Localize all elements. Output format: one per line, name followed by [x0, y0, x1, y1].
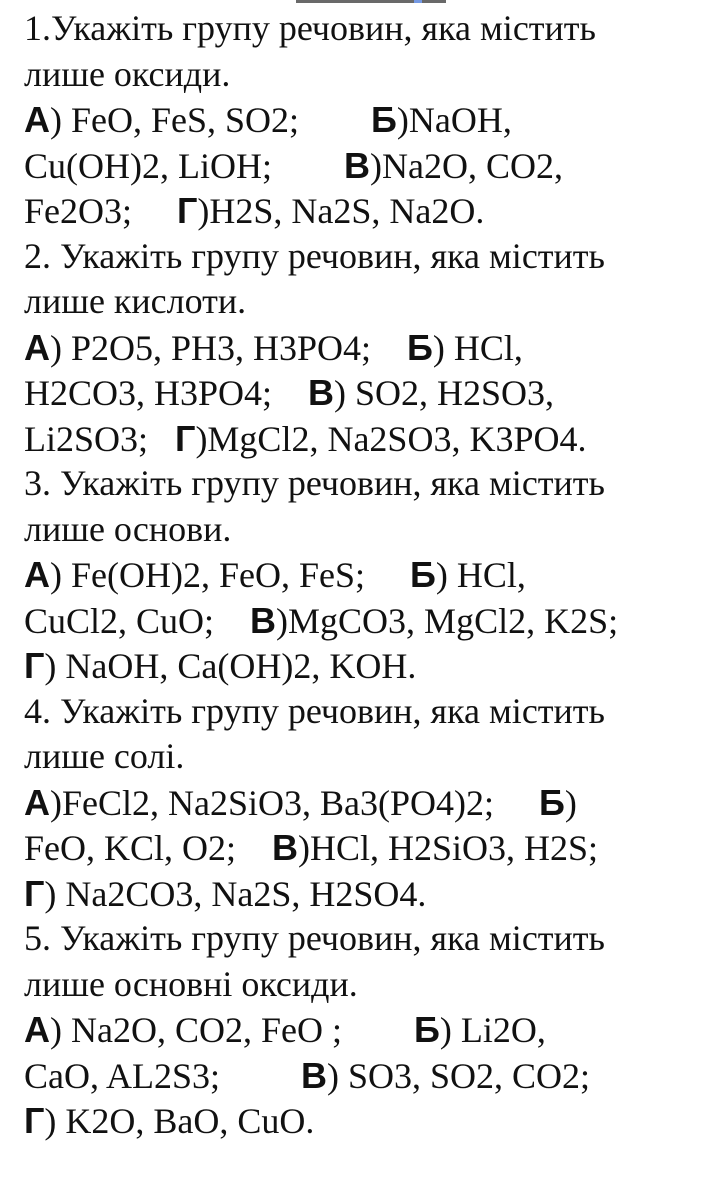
- line-text: Li2SO3;: [24, 418, 176, 459]
- line-text: )MgCO3, MgCl2, K2S;: [276, 600, 619, 641]
- option-letter: Б: [409, 554, 436, 595]
- text-line: [24, 188, 704, 234]
- option-letter: А: [24, 554, 50, 595]
- line-text: лише кислоти.: [24, 281, 247, 321]
- text-line: [24, 461, 704, 507]
- option-letter: Г: [24, 872, 45, 914]
- option-letter: А: [24, 1009, 50, 1050]
- text-line: [24, 689, 704, 735]
- text-line: [24, 552, 704, 598]
- cropped-top-line: [296, 0, 446, 3]
- text-line: [24, 916, 704, 962]
- line-text: ) FeO, FeS, SO2;: [50, 100, 372, 140]
- cropped-top-mark: [414, 0, 422, 3]
- option-letter: Б: [407, 326, 433, 368]
- line-text: ) Na2CO3, Na2S, H2SO4.: [44, 873, 427, 914]
- text-line: [24, 643, 704, 689]
- text-line: [24, 416, 704, 462]
- line-text: лише основи.: [24, 508, 232, 549]
- text-line: [24, 143, 704, 189]
- line-text: Fe2O3;: [24, 191, 177, 231]
- line-text: ) Li2O,: [439, 1010, 546, 1050]
- option-letter: Г: [177, 190, 198, 231]
- option-letter: В: [272, 827, 299, 868]
- line-text: лише основні оксиди.: [24, 963, 358, 1004]
- text-line: [24, 325, 704, 371]
- line-text: лише солі.: [24, 736, 185, 776]
- text-line: [24, 97, 704, 143]
- option-letter: Б: [539, 781, 565, 823]
- line-text: ) NaOH, Ca(OH)2, KOH.: [44, 646, 417, 686]
- line-text: 3. Укажіть групу речовин, яка містить: [24, 463, 605, 503]
- line-text: ) SO2, H2SO3,: [334, 373, 555, 413]
- text-line: [24, 962, 704, 1008]
- text-line: [24, 825, 704, 871]
- option-letter: Г: [24, 1100, 45, 1141]
- option-letter: В: [301, 1054, 328, 1096]
- line-text: ) K2O, BaO, CuO.: [44, 1101, 315, 1141]
- text-line: [24, 1098, 704, 1144]
- line-text: 1.Укажіть групу речовин, яка містить: [24, 8, 596, 48]
- option-letter: Г: [24, 645, 45, 686]
- line-text: ) Na2O, CO2, FeO ;: [50, 1010, 414, 1050]
- line-text: )Na2O, CO2,: [369, 145, 563, 186]
- line-text: ) HCl,: [435, 555, 526, 595]
- line-text: )FeCl2, Na2SiO3, Ba3(PO4)2;: [50, 782, 539, 823]
- line-text: )MgCl2, Na2SO3, K3PO4.: [195, 418, 587, 459]
- text-line: [24, 279, 704, 325]
- text-line: [24, 234, 704, 280]
- text-line: [24, 1053, 704, 1099]
- text-line: [24, 507, 704, 553]
- text-line: [24, 370, 704, 416]
- option-letter: Г: [175, 417, 196, 459]
- line-text: Cu(OH)2, LiOH;: [24, 145, 344, 186]
- line-text: )NaOH,: [396, 100, 512, 140]
- line-text: CaO, AL2S3;: [24, 1055, 302, 1096]
- text-line: [24, 598, 704, 644]
- option-letter: Б: [413, 1009, 440, 1050]
- line-text: ) HCl,: [432, 327, 523, 368]
- option-letter: В: [308, 372, 335, 413]
- line-text: ) SO3, SO2, CO2;: [327, 1055, 591, 1096]
- line-text: ) Fe(OH)2, FeO, FeS;: [50, 555, 410, 595]
- text-line: [24, 52, 704, 98]
- line-text: FeO, KCl, O2;: [24, 828, 273, 868]
- line-text: )HCl, H2SiO3, H2S;: [298, 828, 599, 868]
- text-line: [24, 871, 704, 917]
- option-letter: А: [24, 99, 50, 140]
- text-line: [24, 780, 704, 826]
- line-text: 2. Укажіть групу речовин, яка містить: [24, 235, 605, 276]
- text-line: [24, 734, 704, 780]
- line-text: 4. Укажіть групу речовин, яка містить: [24, 690, 605, 731]
- line-text: ) P2O5, PH3, H3PO4;: [50, 327, 408, 368]
- line-text: )H2S, Na2S, Na2O.: [197, 191, 485, 231]
- line-text: H2CO3, H3PO4;: [24, 373, 309, 413]
- option-letter: В: [250, 599, 277, 641]
- text-line: [24, 1007, 704, 1053]
- question-sheet: [24, 6, 704, 1144]
- option-letter: А: [24, 781, 50, 823]
- line-text: CuCl2, CuO;: [24, 600, 251, 641]
- line-text: лише оксиди.: [24, 53, 231, 94]
- text-line: [24, 6, 704, 52]
- line-text: 5. Укажіть групу речовин, яка містить: [24, 918, 605, 958]
- option-letter: А: [24, 326, 50, 368]
- line-text: ): [564, 782, 577, 823]
- option-letter: Б: [371, 99, 397, 140]
- option-letter: В: [343, 144, 370, 186]
